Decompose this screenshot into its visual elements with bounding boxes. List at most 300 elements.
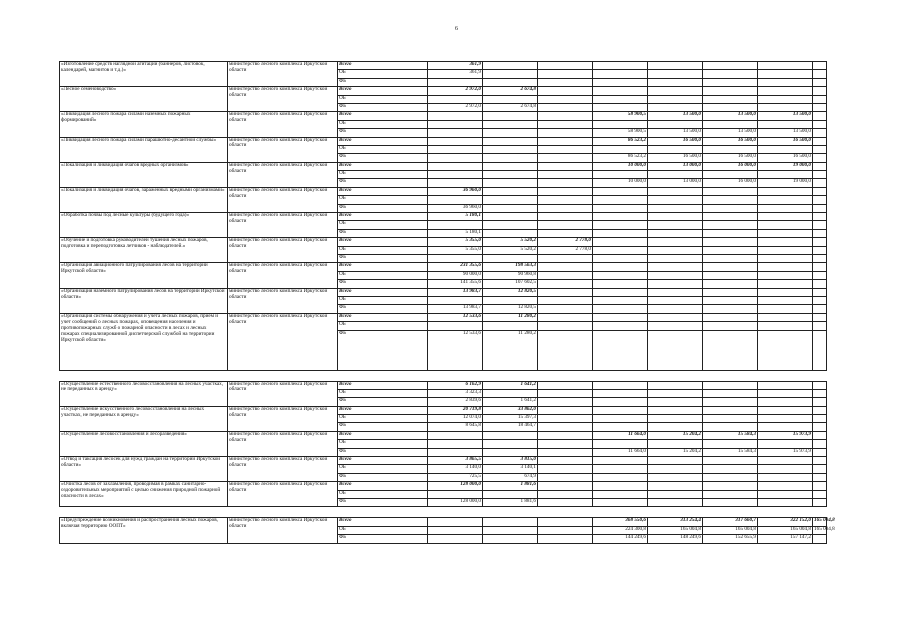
amount-cell: 58 900,5	[593, 129, 648, 137]
amount-cell	[538, 120, 593, 128]
amount-cell	[593, 229, 648, 237]
amount-cell	[703, 263, 758, 271]
amount-cell	[593, 482, 648, 490]
amount-cell	[648, 78, 703, 86]
amount-cell	[758, 221, 813, 229]
funding-source: Всего	[338, 381, 428, 389]
amount-cell: 165 004,8	[648, 526, 703, 534]
funding-source: ФБ	[338, 305, 428, 313]
amount-cell	[483, 120, 538, 128]
amount-cell	[538, 305, 593, 313]
amount-cell	[428, 154, 483, 162]
amount-cell	[758, 473, 813, 481]
amount-cell: 725,5	[428, 473, 483, 481]
amount-cell	[813, 330, 827, 370]
amount-cell	[593, 95, 648, 103]
amount-cell	[538, 187, 593, 195]
amount-cell	[648, 204, 703, 212]
table-row	[60, 457, 827, 465]
amount-cell	[538, 406, 593, 414]
activity-name: «Обучение и подготовка руководителей тушения лесных пожаров, подготовка и переподготовка летчиков - наблюдателей.»	[60, 238, 228, 263]
amount-cell: 11 664,0	[593, 431, 648, 439]
amount-cell	[813, 473, 827, 481]
amount-cell	[703, 288, 758, 296]
amount-cell	[648, 415, 703, 423]
amount-cell	[593, 330, 648, 370]
amount-cell	[648, 238, 703, 246]
amount-cell	[428, 431, 483, 439]
amount-cell	[703, 204, 758, 212]
amount-cell: 16 500,0	[758, 137, 813, 145]
table-row	[60, 162, 827, 170]
amount-cell: 3 140,0	[428, 465, 483, 473]
amount-cell: 157 147,2	[758, 535, 813, 543]
amount-cell: 15 973,9	[758, 431, 813, 439]
amount-cell	[428, 145, 483, 153]
amount-cell	[648, 482, 703, 490]
amount-cell: 5 355,0	[428, 238, 483, 246]
amount-cell	[483, 535, 538, 543]
executor-name: министерство лесного комплекса Иркутской области	[228, 482, 338, 507]
funding-source: Всего	[338, 162, 428, 170]
funding-source: ФБ	[338, 448, 428, 456]
amount-cell	[813, 62, 827, 70]
amount-cell	[428, 322, 483, 330]
funding-source: ФБ	[338, 154, 428, 162]
executor-name: министерство лесного комплекса Иркутской области	[228, 62, 338, 87]
table-body	[60, 61, 835, 544]
amount-cell	[758, 398, 813, 406]
amount-cell: 2 674,8	[483, 87, 538, 95]
amount-cell	[593, 490, 648, 498]
amount-cell	[758, 406, 813, 414]
amount-cell	[593, 196, 648, 204]
funding-source: ФБ	[338, 229, 428, 237]
amount-cell	[538, 415, 593, 423]
amount-cell: 16 500,0	[648, 154, 703, 162]
amount-cell	[593, 313, 648, 321]
amount-cell	[703, 221, 758, 229]
table-row	[60, 431, 827, 439]
amount-cell	[703, 473, 758, 481]
amount-cell: 148 249,6	[648, 535, 703, 543]
amount-cell	[483, 179, 538, 187]
amount-cell: 2 972,0	[428, 87, 483, 95]
funding-source: ФБ	[338, 254, 428, 262]
amount-cell	[538, 398, 593, 406]
amount-cell	[483, 221, 538, 229]
amount-cell: 361,9	[428, 62, 483, 70]
amount-cell	[648, 330, 703, 370]
amount-cell	[703, 254, 758, 262]
amount-cell	[648, 406, 703, 414]
amount-cell	[538, 431, 593, 439]
amount-cell	[813, 221, 827, 229]
amount-cell	[593, 78, 648, 86]
amount-cell	[648, 322, 703, 330]
funding-source: ФБ	[338, 330, 428, 370]
table-row	[60, 137, 827, 145]
amount-cell: 1 641,2	[483, 381, 538, 389]
amount-cell	[813, 154, 827, 162]
amount-cell	[538, 389, 593, 397]
amount-cell: 20 719,8	[428, 406, 483, 414]
amount-cell: 128 000,0	[428, 482, 483, 490]
amount-cell	[593, 263, 648, 271]
executor-name: министерство лесного комплекса Иркутской области	[228, 112, 338, 137]
amount-cell	[813, 263, 827, 271]
amount-cell	[538, 448, 593, 456]
amount-cell	[758, 330, 813, 370]
amount-cell	[813, 490, 827, 498]
amount-cell: 16 500,0	[703, 154, 758, 162]
executor-name: министерство лесного комплекса Иркутской области	[228, 162, 338, 187]
amount-cell	[538, 129, 593, 137]
funding-source: ОБ	[338, 296, 428, 304]
amount-cell: 11 664,0	[593, 448, 648, 456]
funding-source: ФБ	[338, 103, 428, 111]
funding-table	[59, 61, 835, 544]
spacer-cell	[60, 370, 827, 381]
amount-cell	[813, 129, 827, 137]
funding-source: ФБ	[338, 78, 428, 86]
row-spacer	[60, 370, 827, 381]
amount-cell	[593, 271, 648, 279]
amount-cell	[483, 322, 538, 330]
amount-cell	[648, 229, 703, 237]
table-row	[60, 263, 827, 271]
funding-source: ФБ	[338, 535, 428, 543]
amount-cell	[813, 120, 827, 128]
amount-cell	[813, 95, 827, 103]
amount-cell: 11 280,2	[483, 313, 538, 321]
amount-cell	[758, 288, 813, 296]
amount-cell	[813, 145, 827, 153]
executor-name: министерство лесного комплекса Иркутской области	[228, 87, 338, 112]
amount-cell	[648, 440, 703, 448]
amount-cell: 674,9	[483, 473, 538, 481]
amount-cell: 165 004,8	[758, 526, 813, 534]
amount-cell	[703, 415, 758, 423]
amount-cell	[593, 87, 648, 95]
amount-cell	[538, 313, 593, 321]
table-row	[60, 406, 827, 414]
amount-cell: 33 862,0	[483, 406, 538, 414]
amount-cell	[813, 103, 827, 111]
amount-cell	[593, 305, 648, 313]
amount-cell	[813, 162, 827, 170]
funding-source: ОБ	[338, 95, 428, 103]
amount-cell	[538, 526, 593, 534]
amount-cell: 15 973,9	[758, 448, 813, 456]
executor-name: министерство лесного комплекса Иркутской области	[228, 213, 338, 238]
activity-name: «Локализация и ликвидация очагов, зараженных вредными организмами»	[60, 187, 228, 212]
amount-cell: 11 280,2	[483, 330, 538, 370]
table-row	[60, 112, 827, 120]
funding-source: Всего	[338, 457, 428, 465]
amount-cell: 3 865,5	[428, 457, 483, 465]
amount-cell: 2 778,0	[538, 246, 593, 254]
amount-cell	[538, 145, 593, 153]
amount-cell	[428, 171, 483, 179]
amount-cell	[703, 187, 758, 195]
amount-cell	[813, 171, 827, 179]
amount-cell	[483, 431, 538, 439]
amount-cell: 107 602,5	[483, 280, 538, 288]
amount-cell	[703, 465, 758, 473]
amount-cell	[703, 78, 758, 86]
amount-cell	[648, 288, 703, 296]
amount-cell	[703, 490, 758, 498]
amount-cell	[483, 137, 538, 145]
amount-cell	[758, 322, 813, 330]
amount-cell	[593, 288, 648, 296]
amount-cell	[538, 87, 593, 95]
amount-cell: 10 000,0	[593, 179, 648, 187]
amount-cell	[703, 196, 758, 204]
amount-cell: 10 000,0	[593, 162, 648, 170]
amount-cell: 165 004,8	[813, 526, 827, 534]
activity-name: «Обработка почвы под лесные культуры (будущего года)»	[60, 213, 228, 238]
spacer-cell	[60, 507, 827, 518]
funding-source: Всего	[338, 518, 428, 526]
table-row	[60, 87, 827, 95]
amount-cell: 2 839,6	[428, 398, 483, 406]
amount-cell: 86 523,2	[593, 154, 648, 162]
amount-cell	[538, 196, 593, 204]
amount-cell	[813, 229, 827, 237]
funding-source: ФБ	[338, 398, 428, 406]
amount-cell	[813, 440, 827, 448]
funding-source: ФБ	[338, 179, 428, 187]
amount-cell	[593, 389, 648, 397]
amount-cell	[538, 457, 593, 465]
funding-source: ФБ	[338, 129, 428, 137]
amount-cell	[758, 465, 813, 473]
amount-cell	[703, 296, 758, 304]
amount-cell	[758, 389, 813, 397]
activity-name: «Ликвидация лесного пожара силами парашютно-десантной службы»	[60, 137, 228, 162]
amount-cell	[593, 406, 648, 414]
funding-source: ФБ	[338, 473, 428, 481]
amount-cell: 16 500,0	[758, 154, 813, 162]
funding-source: ОБ	[338, 196, 428, 204]
amount-cell	[538, 296, 593, 304]
activity-name: «Очистка лесов от захламления, проводимая в рамках санитарно-оздоровительных мероприятий с целью снижения природной пожарной опасности в лесах»	[60, 482, 228, 507]
amount-cell: 165 004,8	[703, 526, 758, 534]
funding-source: ОБ	[338, 221, 428, 229]
amount-cell	[538, 423, 593, 431]
amount-cell	[538, 271, 593, 279]
amount-cell: 12 820,5	[483, 288, 538, 296]
amount-cell	[593, 254, 648, 262]
amount-cell	[703, 498, 758, 506]
amount-cell	[538, 263, 593, 271]
amount-cell	[538, 154, 593, 162]
amount-cell: 12 533,6	[428, 330, 483, 370]
amount-cell: 58 900,5	[593, 112, 648, 120]
amount-cell	[648, 254, 703, 262]
amount-cell	[703, 381, 758, 389]
table-row	[60, 238, 827, 246]
amount-cell	[428, 129, 483, 137]
amount-cell	[593, 498, 648, 506]
amount-cell	[703, 305, 758, 313]
amount-cell	[483, 145, 538, 153]
amount-cell	[703, 246, 758, 254]
funding-source: Всего	[338, 482, 428, 490]
amount-cell	[813, 322, 827, 330]
amount-cell	[703, 62, 758, 70]
amount-cell	[758, 229, 813, 237]
amount-cell	[703, 87, 758, 95]
amount-cell	[648, 381, 703, 389]
funding-source: ОБ	[338, 440, 428, 448]
amount-cell	[813, 313, 827, 321]
amount-cell: 15 204,2	[648, 448, 703, 456]
amount-cell	[703, 482, 758, 490]
amount-cell	[648, 498, 703, 506]
funding-source: Всего	[338, 406, 428, 414]
amount-cell: 198 563,3	[483, 263, 538, 271]
amount-cell	[428, 526, 483, 534]
amount-cell	[538, 330, 593, 370]
amount-cell: 13 000,0	[648, 179, 703, 187]
amount-cell	[813, 465, 827, 473]
funding-source: ОБ	[338, 271, 428, 279]
amount-cell: 13 500,0	[758, 129, 813, 137]
table-row	[60, 482, 827, 490]
funding-source: ОБ	[338, 389, 428, 397]
amount-cell	[538, 440, 593, 448]
amount-cell	[813, 78, 827, 86]
amount-cell	[813, 196, 827, 204]
executor-name: министерство лесного комплекса Иркутской области	[228, 313, 338, 370]
funding-source: ОБ	[338, 171, 428, 179]
amount-cell	[538, 62, 593, 70]
table-row	[60, 187, 827, 195]
funding-source: ОБ	[338, 70, 428, 78]
amount-cell: 15 397,3	[483, 415, 538, 423]
activity-name: «Отвод и таксация лесосек для нужд граждан на территории Иркутской области»	[60, 457, 228, 482]
amount-cell	[593, 465, 648, 473]
amount-cell	[483, 526, 538, 534]
amount-cell: 90 960,8	[483, 271, 538, 279]
amount-cell: 317 660,7	[703, 518, 758, 526]
amount-cell	[428, 137, 483, 145]
amount-cell	[813, 288, 827, 296]
amount-cell	[483, 196, 538, 204]
table-row	[60, 518, 827, 526]
amount-cell	[428, 440, 483, 448]
amount-cell	[538, 78, 593, 86]
amount-cell	[648, 457, 703, 465]
amount-cell: 16 500,0	[648, 137, 703, 145]
amount-cell	[593, 70, 648, 78]
amount-cell	[538, 95, 593, 103]
amount-cell: 1 881,6	[483, 482, 538, 490]
amount-cell: 13 500,0	[758, 112, 813, 120]
executor-name: министерство лесного комплекса Иркутской области	[228, 187, 338, 212]
amount-cell	[703, 330, 758, 370]
activity-name: «Лесное семеноводство»	[60, 87, 228, 112]
amount-cell	[483, 154, 538, 162]
amount-cell	[538, 465, 593, 473]
amount-cell	[428, 162, 483, 170]
amount-cell	[593, 296, 648, 304]
amount-cell	[813, 457, 827, 465]
table-row	[60, 62, 827, 70]
executor-name: министерство лесного комплекса Иркутской области	[228, 431, 338, 456]
amount-cell	[703, 280, 758, 288]
activity-name: «Организация авиационного патрулирования лесов на территории Иркутской области»	[60, 263, 228, 288]
funding-source: Всего	[338, 431, 428, 439]
funding-source: Всего	[338, 112, 428, 120]
amount-cell: 13 500,0	[703, 129, 758, 137]
amount-cell	[428, 518, 483, 526]
funding-source: ОБ	[338, 526, 428, 534]
amount-cell	[758, 498, 813, 506]
activity-name: «Организация системы обнаружения и учета лесных пожаров, прием и учет сообщений о лесных пожарах, оповещения населения и противопожарных служб о пожарной опасности в лесах и лесных пожарах специализированной диспетчерской службой на территории Иркутской области»	[60, 313, 228, 370]
amount-cell	[813, 296, 827, 304]
amount-cell	[813, 381, 827, 389]
amount-cell	[813, 204, 827, 212]
amount-cell	[648, 490, 703, 498]
amount-cell: 2 778,0	[538, 238, 593, 246]
amount-cell	[593, 457, 648, 465]
amount-cell: 6 162,9	[428, 381, 483, 389]
amount-cell	[538, 103, 593, 111]
amount-cell: 361,9	[428, 70, 483, 78]
amount-cell	[648, 221, 703, 229]
executor-name: министерство лесного комплекса Иркутской области	[228, 518, 338, 543]
amount-cell	[703, 238, 758, 246]
amount-cell	[483, 213, 538, 221]
activity-name: «Ликвидация лесного пожара силами наземных пожарных формирований»	[60, 112, 228, 137]
amount-cell: 5 355,0	[428, 246, 483, 254]
amount-cell	[703, 70, 758, 78]
amount-cell	[758, 87, 813, 95]
amount-cell	[758, 280, 813, 288]
amount-cell: 2 972,0	[428, 103, 483, 111]
amount-cell: 16 000,0	[703, 179, 758, 187]
amount-cell	[483, 62, 538, 70]
funding-source: Всего	[338, 263, 428, 271]
amount-cell	[703, 322, 758, 330]
funding-source: ФБ	[338, 280, 428, 288]
funding-source: ОБ	[338, 145, 428, 153]
amount-cell	[538, 288, 593, 296]
amount-cell	[758, 238, 813, 246]
amount-cell	[813, 187, 827, 195]
executor-name: министерство лесного комплекса Иркутской области	[228, 457, 338, 482]
amount-cell	[813, 87, 827, 95]
amount-cell	[758, 457, 813, 465]
amount-cell	[703, 271, 758, 279]
activity-name: «Организация наземного патрулирования лесов на территории Иркутской области»	[60, 288, 228, 313]
amount-cell: 5 520,2	[483, 238, 538, 246]
amount-cell	[758, 313, 813, 321]
amount-cell	[483, 187, 538, 195]
amount-cell	[703, 229, 758, 237]
amount-cell	[703, 389, 758, 397]
amount-cell: 152 655,9	[703, 535, 758, 543]
amount-cell	[483, 204, 538, 212]
amount-cell	[758, 381, 813, 389]
amount-cell: 13 500,0	[648, 112, 703, 120]
amount-cell: 5 180,1	[428, 229, 483, 237]
amount-cell	[758, 296, 813, 304]
